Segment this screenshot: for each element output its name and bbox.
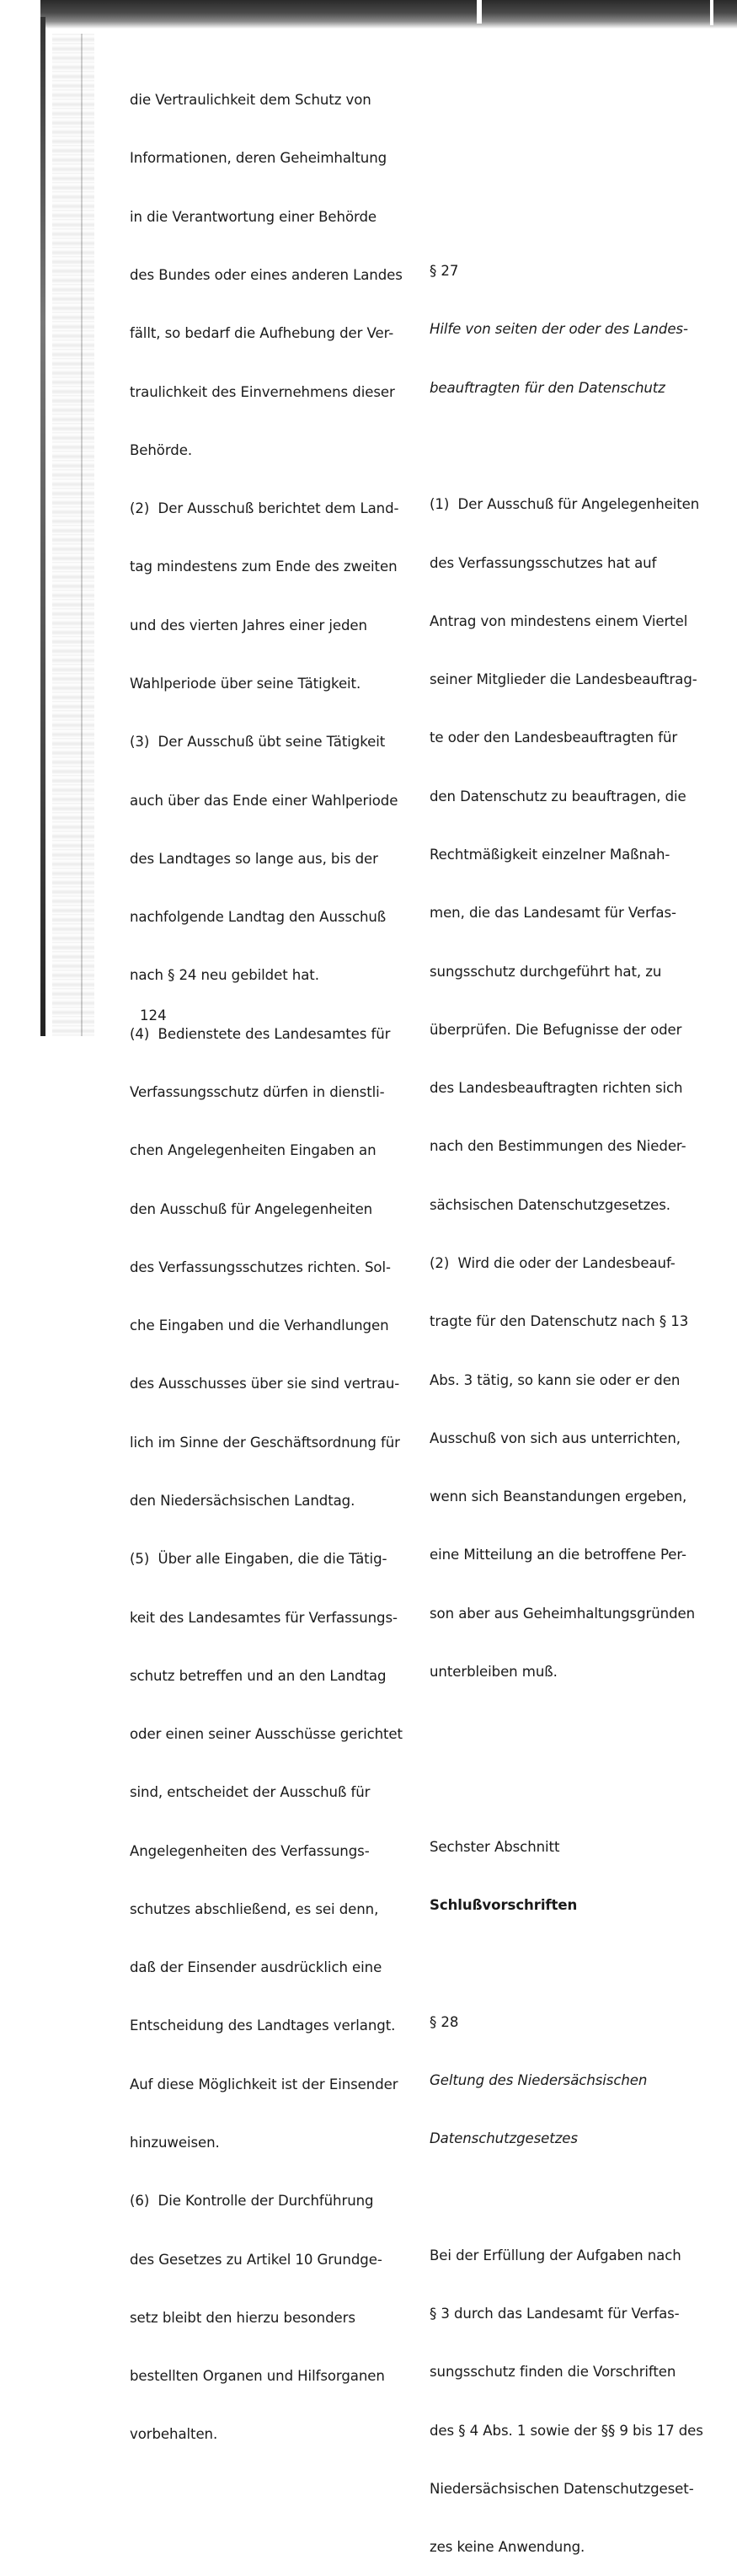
text-line: che Eingaben und die Verhandlungen	[130, 1317, 389, 1334]
text-line: Ausschuß von sich aus unterrichten,	[430, 1430, 681, 1446]
text-line: des Landesbeauftragten richten sich	[430, 1080, 683, 1097]
text-line: eine Mitteilung an die betroffene Per-	[430, 1547, 686, 1563]
text-line: bestellten Organen und Hilfsorganen	[130, 2368, 385, 2385]
text-line: Informationen, deren Geheimhaltung	[130, 150, 387, 167]
text-line: des Gesetzes zu Artikel 10 Grundge-	[130, 2251, 382, 2268]
scan-gap	[710, 0, 713, 25]
section-title: Datenschutzgesetzes	[430, 2130, 578, 2147]
text-line: hinzuweisen.	[130, 2135, 220, 2151]
text-line: Abs. 3 tätig, so kann sie oder er den	[430, 1371, 681, 1388]
text-line: setz bleibt den hierzu besonders	[130, 2309, 355, 2326]
text-line: tag mindestens zum Ende des zweiten	[130, 558, 398, 575]
text-line: des § 4 Abs. 1 sowie der §§ 9 bis 17 des	[430, 2422, 703, 2439]
right-column	[430, 222, 703, 2576]
text-line: (1) Der Ausschuß für Angelegenheiten	[430, 496, 700, 513]
text-line: nach den Bestimmungen des Nieder-	[430, 1138, 686, 1155]
text-line: son aber aus Geheimhaltungsgründen	[430, 1605, 696, 1622]
text-line: (2) Der Ausschuß berichtet dem Land-	[130, 500, 399, 517]
spacer	[430, 1953, 703, 1973]
text-line: sungsschutz finden die Vorschriften	[430, 2364, 676, 2381]
text-line: Angelegenheiten des Verfassungs-	[130, 1842, 370, 1859]
text-line: den Niedersächsischen Landtag.	[130, 1492, 355, 1509]
text-line: zes keine Anwendung.	[430, 2539, 585, 2556]
chapter-title: Schlußvorschriften	[430, 1897, 578, 1914]
text-line: nachfolgende Landtag den Ausschuß	[130, 909, 387, 926]
text-line: (5) Über alle Eingaben, die die Tätig-	[130, 1551, 387, 1568]
text-line: Entscheidung des Landtages verlangt.	[130, 2018, 396, 2034]
text-line: unterbleiben muß.	[430, 1663, 558, 1680]
text-line: keit des Landesamtes für Verfassungs-	[130, 1609, 398, 1626]
text-line: vorbehalten.	[130, 2426, 218, 2443]
text-line: schutzes abschließend, es sei denn,	[130, 1900, 379, 1917]
text-line: Wahlperiode über seine Tätigkeit.	[130, 676, 361, 692]
text-line: daß der Einsender ausdrücklich eine	[130, 1959, 382, 1976]
text-line: sächsischen Datenschutzgesetzes.	[430, 1196, 670, 1213]
text-line: Bei der Erfüllung der Aufgaben nach	[430, 2247, 681, 2263]
text-line: (2) Wird die oder der Landesbeauf-	[430, 1254, 676, 1271]
text-line: sungsschutz durchgeführt hat, zu	[430, 963, 662, 980]
text-line: traulichkeit des Einvernehmens dieser	[130, 383, 395, 400]
spacer	[430, 1720, 703, 1740]
text-line: Niedersächsischen Datenschutzgeset-	[430, 2480, 694, 2497]
text-line: fällt, so bedarf die Aufhebung der Ver-	[130, 325, 394, 342]
text-line: schutz betreffen und an den Landtag	[130, 1667, 387, 1684]
text-line: men, die das Landesamt für Verfas-	[430, 905, 676, 922]
text-line: (3) Der Ausschuß übt seine Tätigkeit	[130, 734, 386, 751]
spacer	[430, 2187, 703, 2206]
page-number: 124	[140, 1007, 167, 1023]
text-line: in die Verantwortung einer Behörde	[130, 208, 377, 225]
section-title: Geltung des Niedersächsischen	[430, 2071, 648, 2088]
text-line: lich im Sinne der Geschäftsordnung für	[130, 1434, 400, 1451]
text-line: (4) Bedienstete des Landesamtes für	[130, 1025, 391, 1042]
text-line: te oder den Landesbeauftragten für	[430, 730, 678, 746]
text-line: § 3 durch das Landesamt für Verfas-	[430, 2306, 680, 2322]
spacer	[430, 1779, 703, 1798]
text-line: überprüfen. Die Befugnisse der oder	[430, 1021, 682, 1038]
section-number: § 28	[430, 2013, 459, 2030]
text-line: die Vertraulichkeit dem Schutz von	[130, 92, 371, 109]
scan-gap	[477, 0, 482, 24]
text-line: wenn sich Beanstandungen ergeben,	[430, 1488, 687, 1505]
text-line: tragte für den Datenschutz nach § 13	[430, 1313, 689, 1330]
text-line: des Bundes oder eines anderen Landes	[130, 267, 403, 284]
text-line: und des vierten Jahres einer jeden	[130, 617, 367, 633]
scan-binding-line	[81, 34, 83, 1036]
text-line: sind, entscheidet der Ausschuß für	[130, 1784, 371, 1801]
text-line: Rechtmäßigkeit einzelner Maßnah-	[430, 847, 670, 863]
text-line: des Verfassungsschutzes richten. Sol-	[130, 1259, 391, 1275]
text-line: chen Angelegenheiten Eingaben an	[130, 1142, 377, 1159]
text-line: seiner Mitglieder die Landesbeauftrag-	[430, 671, 697, 688]
text-line: den Datenschutz zu beauftragen, die	[430, 788, 686, 804]
text-line: Antrag von mindestens einem Viertel	[430, 612, 688, 629]
text-line: oder einen seiner Ausschüsse gerichtet	[130, 1726, 403, 1743]
text-line: des Verfassungsschutzes hat auf	[430, 554, 657, 571]
text-line: den Ausschuß für Angelegenheiten	[130, 1200, 373, 1217]
scan-shadow-left	[40, 17, 45, 1036]
text-line: Auf diese Möglichkeit ist der Einsender	[130, 2076, 398, 2092]
text-line: Behörde.	[130, 441, 193, 458]
section-number: § 27	[430, 263, 459, 280]
text-line: nach § 24 neu gebildet hat.	[130, 967, 319, 984]
left-column	[130, 51, 403, 2464]
section-title: beauftragten für den Datenschutz	[430, 379, 665, 396]
text-line: des Ausschusses über sie sind vertrau-	[130, 1376, 400, 1392]
scan-binding-noise	[52, 34, 94, 1036]
section-title: Hilfe von seiten der oder des Landes-	[430, 321, 688, 338]
scan-shadow-top	[40, 0, 737, 29]
text-line: (6) Die Kontrolle der Durchführung	[130, 2193, 374, 2210]
spacer	[430, 436, 703, 456]
text-line: des Landtages so lange aus, bis der	[130, 850, 378, 867]
text-line: auch über das Ende einer Wahlperiode	[130, 792, 398, 809]
chapter-label: Sechster Abschnitt	[430, 1838, 560, 1855]
text-line: Verfassungsschutz dürfen in dienstli-	[130, 1083, 385, 1100]
